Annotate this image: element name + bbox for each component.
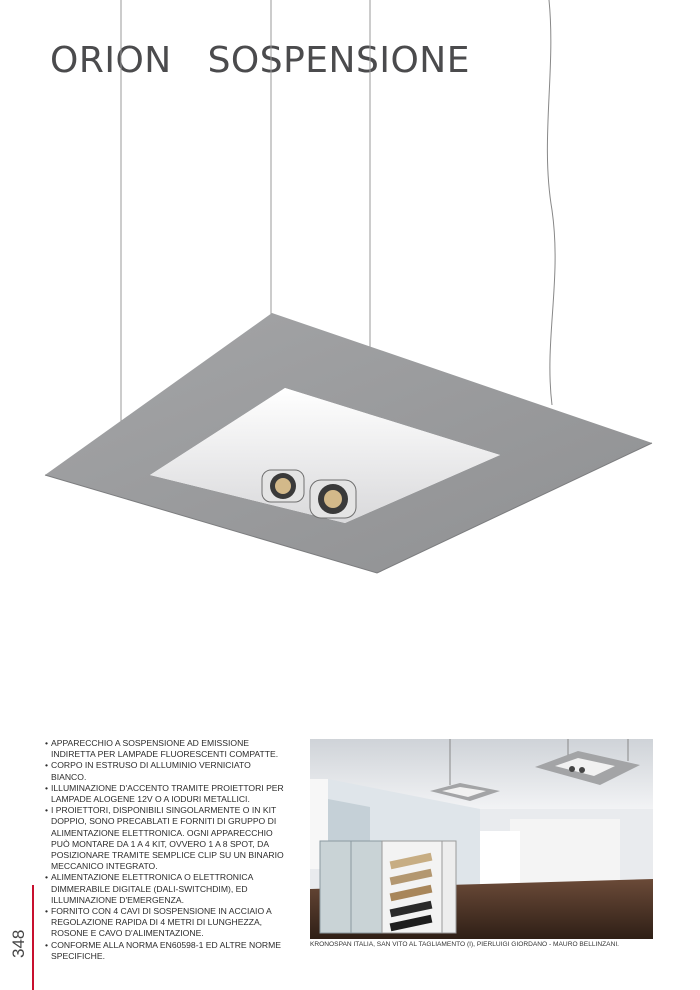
page-marker-bar [32, 885, 34, 990]
feature-item: • APPARECCHIO A SOSPENSIONE AD EMISSIONE INDIRETTA PER LAMPADE FLUORESCENTI COMPATTE. [45, 738, 285, 760]
feature-item: • ALIMENTAZIONE ELETTRONICA O ELETTRONICA DIMMERABILE DIGITALE (DALI-SWITCHDIM), ED ILLUMINAZIONE D'EMERGENZA. [45, 872, 285, 906]
page-number: 348 [9, 929, 28, 958]
spot-projector-right [310, 480, 356, 518]
feature-list [45, 738, 285, 962]
feature-item: • I PROIETTORI, DISPONIBILI SINGOLARMENTE O IN KIT DOPPIO, SONO PRECABLATI E FORNITI DI GRUPPO DI ALIMENTAZIONE ELETTRONICA. OGNI APPARECCHIO PUÒ MONTARE DA 1 A 4 KIT, OVVERO 1 A 8 SPOT, DA POSIZIONARE TRAMITE SEMPLICE CLIP SU UN BINARIO MECCANICO INTEGRATO. [45, 805, 285, 872]
feature-item: • FORNITO CON 4 CAVI DI SOSPENSIONE IN ACCIAIO A REGOLAZIONE RAPIDA DI 4 METRI DI LUNGHEZZA, ROSONE E CAVO D'ALIMENTAZIONE. [45, 906, 285, 940]
installation-photo [310, 739, 653, 939]
photo-caption: KRONOSPAN ITALIA, SAN VITO AL TAGLIAMENTO (I), PIERLUIGI GIORDANO - MAURO BELLINZANI. [310, 941, 619, 948]
page-title: ORION SOSPENSIONE [50, 40, 470, 81]
spot-projector-left [262, 470, 304, 502]
feature-item: • ILLUMINAZIONE D'ACCENTO TRAMITE PROIETTORI PER LAMPADE ALOGENE 12V O A IODURI METALLICI. [45, 783, 285, 805]
feature-item: • CORPO IN ESTRUSO DI ALLUMINIO VERNICIATO BIANCO. [45, 760, 285, 782]
feature-item: • CONFORME ALLA NORMA EN60598-1 ED ALTRE NORME SPECIFICHE. [45, 940, 285, 962]
